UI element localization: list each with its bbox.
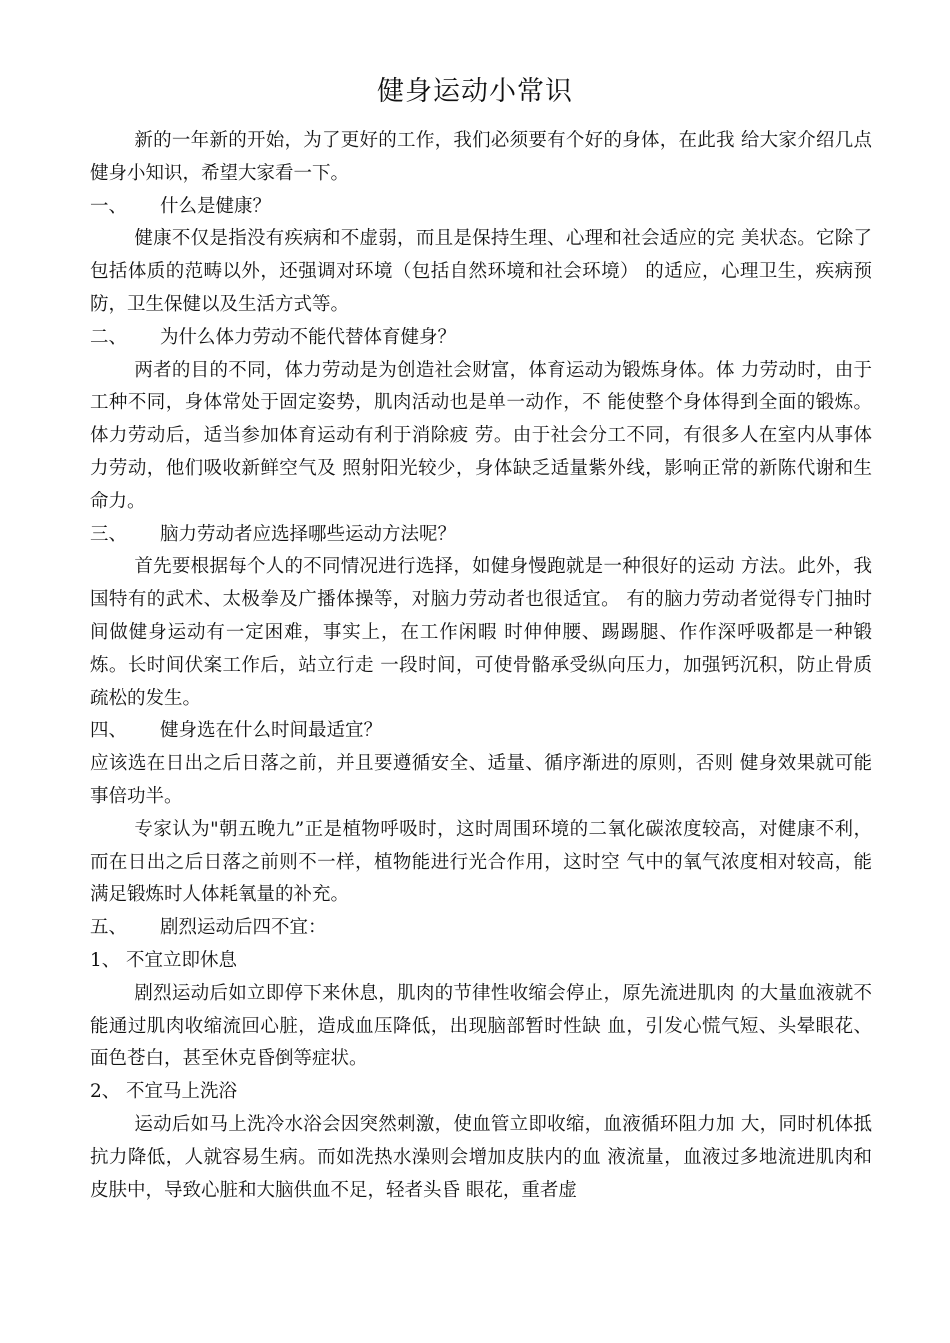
document-title: 健身运动小常识 bbox=[377, 76, 573, 107]
section-1-paragraph: 健康不仅是指没有疾病和不虚弱，而且是保持生理、心理和社会适应的完 美状态。它除了包括体质的范畴以外，还强调对环境（包括自然环境和社会环境） 的适应，心理卫生，疾病预防，卫生保健以及生活方式等。 bbox=[90, 228, 872, 315]
subsection-2-paragraph: 运动后如马上洗冷水浴会因突然刺激，使血管立即收缩，血液循环阻力加 大，同时机体抵抗力降低，人就容易生病。而如洗热水澡则会增加皮肤内的血 液流量，血液过多地流进肌肉和皮肤中，导致心脏和大脑供血不足，轻者头昏 眼花，重者虚 bbox=[90, 1113, 872, 1201]
section-title: 脑力劳动者应选择哪些运动方法呢？ bbox=[160, 523, 457, 545]
section-title: 健身选在什么时间最适宜？ bbox=[160, 720, 383, 742]
subsection-number: 1、 bbox=[90, 949, 121, 971]
section-4-lead-paragraph: 应该选在日出之后日落之前，并且要遵循安全、适量、循序渐进的原则，否则 健身效果就可能事倍功半。 bbox=[90, 753, 872, 807]
section-number: 五、 bbox=[90, 917, 128, 939]
section-title: 什么是健康？ bbox=[160, 195, 272, 217]
section-title: 剧烈运动后四不宜： bbox=[160, 917, 327, 939]
document-body bbox=[90, 125, 872, 1207]
subsection-title: 不宜立即休息 bbox=[126, 949, 238, 971]
intro-paragraph: 新的一年新的开始，为了更好的工作，我们必须要有个好的身体，在此我 给大家介绍几点健身小知识，希望大家看一下。 bbox=[90, 130, 872, 184]
section-number: 二、 bbox=[90, 326, 128, 348]
subsection-title: 不宜马上洗浴 bbox=[126, 1081, 238, 1103]
subsection-number: 2、 bbox=[90, 1081, 121, 1103]
section-heading-2 bbox=[90, 322, 872, 355]
section-heading-3 bbox=[90, 519, 872, 552]
subsection-1-paragraph: 剧烈运动后如立即停下来休息，肌肉的节律性收缩会停止，原先流进肌肉 的大量血液就不能通过肌肉收缩流回心脏，造成血压降低，出现脑部暂时性缺 血，引发心慌气短、头晕眼花、面色苍白，甚至休克昏倒等症状。 bbox=[90, 982, 872, 1070]
section-heading-5 bbox=[90, 912, 872, 945]
section-number: 四、 bbox=[90, 720, 128, 742]
section-heading-1 bbox=[90, 191, 872, 224]
subsection-heading-2 bbox=[90, 1076, 872, 1109]
section-number: 一、 bbox=[90, 195, 128, 217]
section-3-paragraph: 首先要根据每个人的不同情况进行选择，如健身慢跑就是一种很好的运动 方法。此外，我国特有的武术、太极拳及广播体操等，对脑力劳动者也很适宜。 有的脑力劳动者觉得专门抽时间做健身运动有一定困难，事实上，在工作闲暇 时伸伸腰、踢踢腿、作作深呼吸都是一种锻炼。长时间伏案工作后，站立行走 一段时间，可使骨骼承受纵向压力，加强钙沉积，防止骨质疏松的发生。 bbox=[90, 556, 872, 709]
section-2-paragraph: 两者的目的不同，体力劳动是为创造社会财富，体育运动为锻炼身体。体 力劳动时，由于工种不同，身体常处于固定姿势，肌肉活动也是单一动作，不 能使整个身体得到全面的锻炼。体力劳动后，适当参加体育运动有利于消除疲 劳。由于社会分工不同，有很多人在室内从事体力劳动，他们吸收新鲜空气及 照射阳光较少，身体缺乏适量紫外线，影响正常的新陈代谢和生命力。 bbox=[90, 359, 872, 512]
section-title: 为什么体力劳动不能代替体育健身？ bbox=[160, 326, 457, 348]
section-4-paragraph: 专家认为"朝五晚九”正是植物呼吸时，这时周围环境的二氧化碳浓度较高，对健康不利，而在日出之后日落之前则不一样，植物能进行光合作用，这时空 气中的氧气浓度相对较高，能满足锻炼时人体耗氧量的补充。 bbox=[90, 818, 872, 906]
section-heading-4 bbox=[90, 715, 872, 748]
section-number: 三、 bbox=[90, 523, 128, 545]
subsection-heading-1 bbox=[90, 945, 872, 978]
